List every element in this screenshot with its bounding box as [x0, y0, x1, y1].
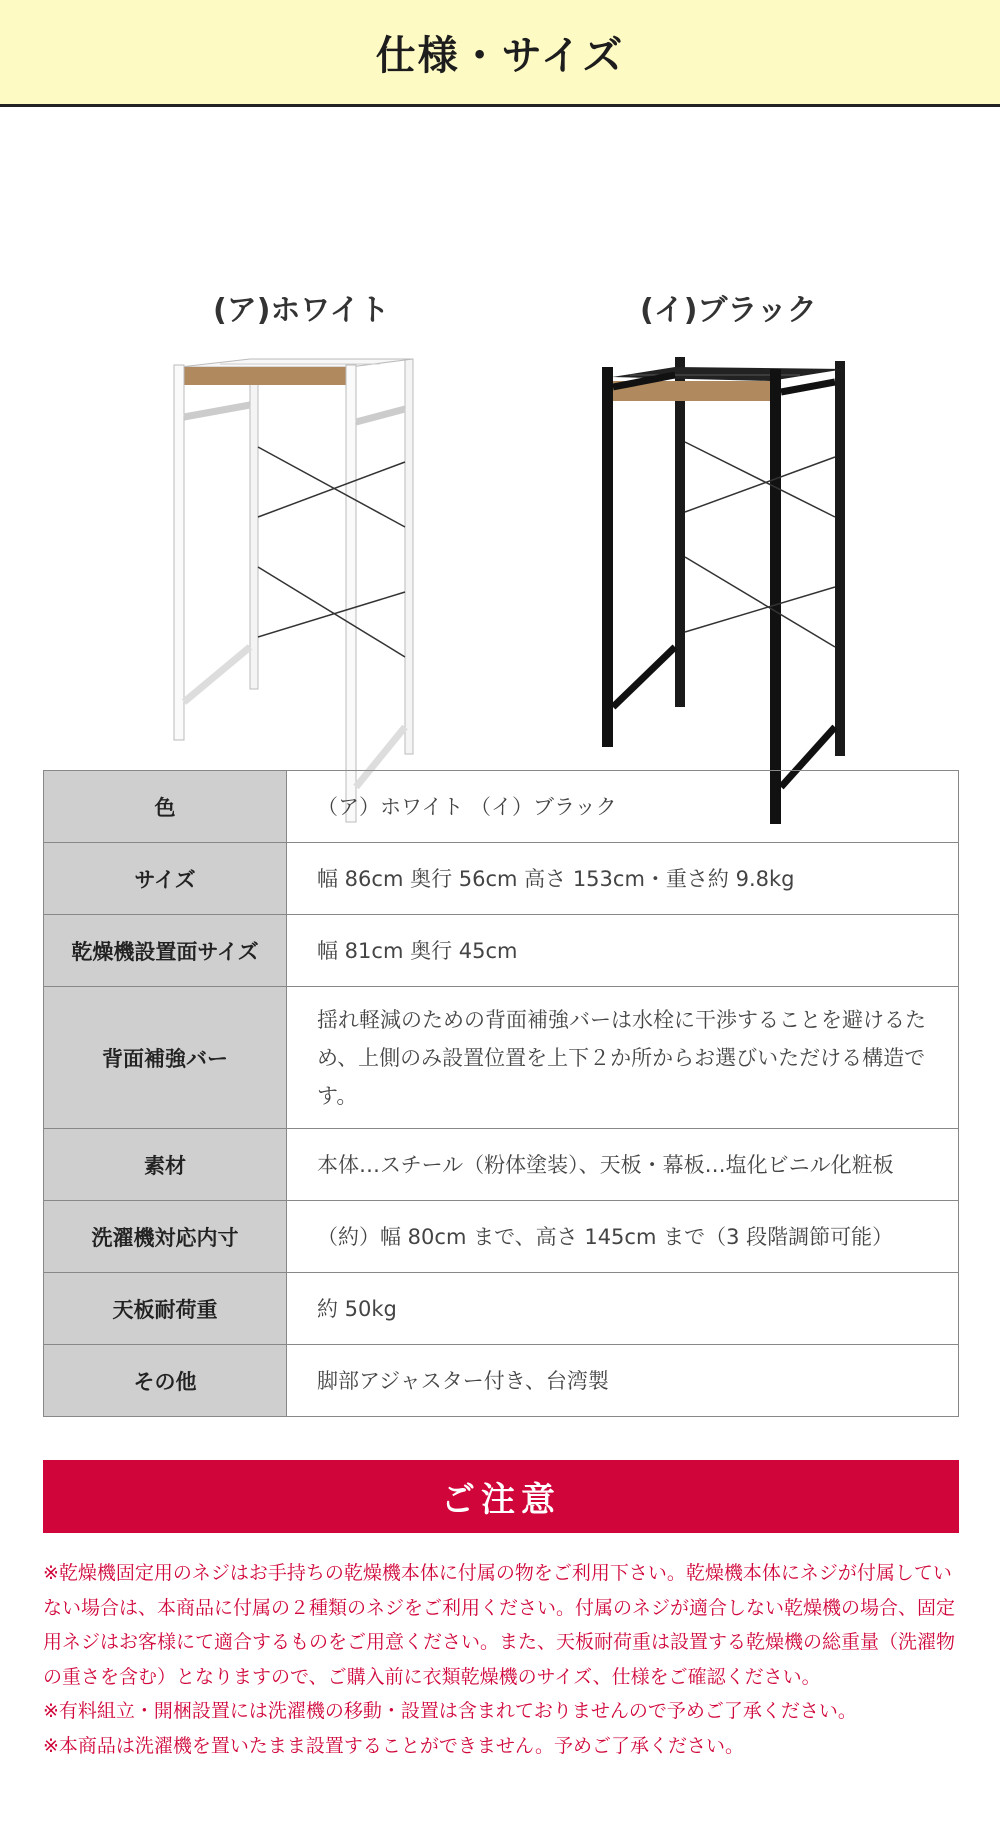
spec-table — [43, 770, 959, 1417]
spec-value: （ア）ホワイト （イ）ブラック — [287, 771, 959, 843]
black-rack-image — [590, 347, 870, 827]
spec-key: サイズ — [44, 843, 287, 915]
table-row — [44, 1273, 959, 1345]
table-row — [44, 1345, 959, 1417]
notice-heading: ご注意 — [43, 1460, 959, 1533]
variant-label-black: (イ)ブラック — [640, 293, 817, 328]
spec-key: 洗濯機対応内寸 — [44, 1201, 287, 1273]
spec-key: その他 — [44, 1345, 287, 1417]
spec-key: 天板耐荷重 — [44, 1273, 287, 1345]
notice-line: ※有料組立・開梱設置には洗濯機の移動・設置は含まれておりませんので予めご了承ください。 — [43, 1700, 857, 1722]
spec-value: 幅 81cm 奥行 45cm — [287, 915, 959, 987]
table-row — [44, 771, 959, 843]
table-row — [44, 1201, 959, 1273]
spec-value: （約）幅 80cm まで、高さ 145cm まで（3 段階調節可能） — [287, 1201, 959, 1273]
page-title: 仕様・サイズ — [375, 32, 625, 79]
table-row — [44, 843, 959, 915]
table-row — [44, 1129, 959, 1201]
spec-value: 脚部アジャスター付き、台湾製 — [287, 1345, 959, 1417]
notice-body — [43, 1556, 959, 1763]
spec-value: 揺れ軽減のための背面補強バーは水栓に干渉することを避けるため、上側のみ設置位置を上下２か所からお選びいただける構造です。 — [287, 987, 959, 1129]
product-variants — [0, 107, 1000, 747]
page-header — [0, 0, 1000, 107]
table-row — [44, 987, 959, 1129]
spec-key: 乾燥機設置面サイズ — [44, 915, 287, 987]
spec-key: 背面補強バー — [44, 987, 287, 1129]
spec-value: 幅 86cm 奥行 56cm 高さ 153cm・重さ約 9.8kg — [287, 843, 959, 915]
spec-value: 約 50kg — [287, 1273, 959, 1345]
table-row — [44, 915, 959, 987]
white-rack-image — [160, 347, 440, 827]
spec-key: 色 — [44, 771, 287, 843]
variant-label-white: (ア)ホワイト — [213, 293, 390, 328]
notice-line: ※本商品は洗濯機を置いたまま設置することができません。予めご了承ください。 — [43, 1734, 745, 1757]
notice-line: ※乾燥機固定用のネジはお手持ちの乾燥機本体に付属の物をご利用下さい。乾燥機本体にネジが付属していない場合は、本商品に付属の２種類のネジをご利用ください。付属のネジが適合しない乾燥機の場合、固定用ネジはお客様にて適合するものをご用意ください。また、天板耐荷重は設置する乾燥機の総重量（洗濯物の重さを含む）となりますので、ご購入前に衣類乾燥機のサイズ、仕様をご確認ください。 — [43, 1562, 956, 1688]
spec-value: 本体…スチール（粉体塗装）、天板・幕板…塩化ビニル化粧板 — [287, 1129, 959, 1201]
spec-key: 素材 — [44, 1129, 287, 1201]
